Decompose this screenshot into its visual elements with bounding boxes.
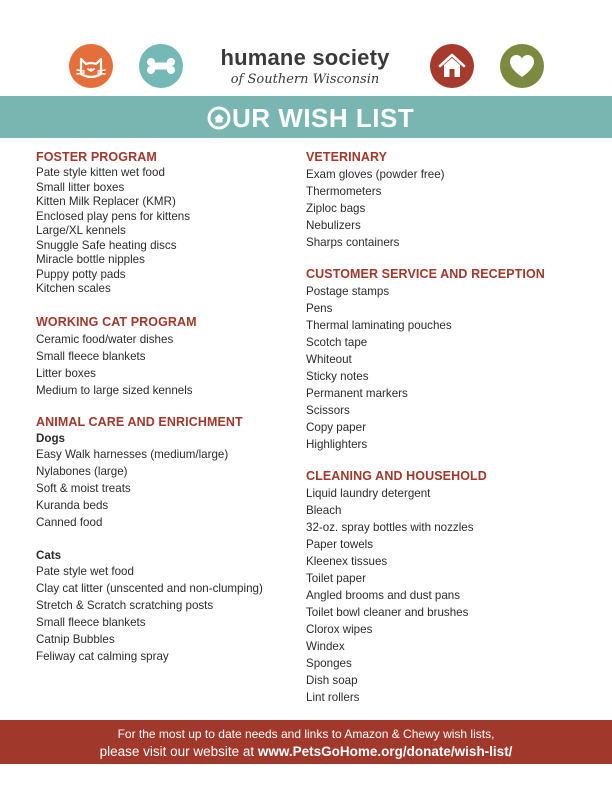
list-item: Lint rollers [306,691,360,704]
left-column [36,148,306,665]
list-item: Thermal laminating pouches [306,319,452,332]
house-o-icon [207,106,231,130]
working-cat-program-heading: WORKING CAT PROGRAM [36,314,197,329]
list-item: Miracle bottle nipples [36,253,145,266]
list-item: Thermometers [306,185,382,198]
list-item: Nebulizers [306,219,361,232]
foster-program-heading: FOSTER PROGRAM [36,150,157,164]
list-item: Sticky notes [306,370,369,383]
right-column [306,148,586,706]
website-link[interactable]: www.PetsGoHome.org/donate/wish-list/ [257,744,513,759]
list-item: Angled brooms and dust pans [306,589,461,602]
list-item: Windex [306,640,345,653]
customer-service-heading: CUSTOMER SERVICE AND RECEPTION [306,267,545,281]
list-item: Scissors [306,404,350,417]
house-icon [430,44,474,88]
cat-icon [69,44,113,88]
list-item: Easy Walk harnesses (medium/large) [36,447,229,461]
list-item: Pens [306,302,333,315]
list-item: 32-oz. spray bottles with nozzles [306,521,474,534]
dogs-list [36,446,306,531]
veterinary-heading: VETERINARY [306,150,388,164]
list-item: Feliway cat calming spray [36,649,169,663]
title-banner [0,96,612,138]
list-item: Kleenex tissues [306,555,388,568]
list-item: Liquid laundry detergent [306,487,431,500]
list-item: Clay cat litter (unscented and non-clumping) [36,581,263,595]
customer-service-list [306,283,586,453]
dogs-subheading: Dogs [36,431,65,445]
list-item: Bleach [306,504,342,517]
list-item: Kitchen scales [36,282,111,295]
veterinary-list [306,166,586,251]
heart-icon [500,44,544,88]
working-cat-program-list [36,331,306,399]
list-item: Snuggle Safe heating discs [36,238,177,252]
cleaning-household-list [306,485,586,706]
list-item: Clorox wipes [306,623,373,636]
bone-icon [139,44,183,88]
list-item: Toilet bowl cleaner and brushes [306,606,469,619]
cats-subheading: Cats [36,548,62,562]
cats-list [36,563,306,665]
footer-website-line [0,743,612,761]
list-item: Sharps containers [306,236,400,249]
list-item: Nylabones (large) [36,464,128,478]
list-item: Kitten Milk Replacer (KMR) [36,195,176,208]
list-item: Medium to large sized kennels [36,383,193,397]
list-item: Pate style kitten wet food [36,166,165,179]
list-item: Ziploc bags [306,202,366,215]
list-item: Pate style wet food [36,564,134,578]
header [0,0,612,96]
list-item: Exam gloves (powder free) [306,168,445,181]
list-item: Copy paper [306,421,366,434]
organization-logo [200,46,410,88]
animal-care-heading: ANIMAL CARE AND ENRICHMENT [36,414,243,429]
list-item: Small litter boxes [36,180,125,194]
list-item: Catnip Bubbles [36,632,115,646]
list-item: Sponges [306,657,352,670]
list-item: Dish soap [306,674,358,687]
list-item: Scotch tape [306,336,368,349]
list-item: Small fleece blankets [36,615,146,629]
list-item: Ceramic food/water dishes [36,332,174,346]
footer-website-prefix: please visit our website at [99,744,258,759]
list-item: Small fleece blankets [36,349,146,363]
list-item: Stretch & Scratch scratching posts [36,598,214,612]
list-item: Paper towels [306,538,374,551]
list-item: Kuranda beds [36,498,109,512]
list-item: Large/XL kennels [36,224,126,237]
list-item: Enclosed play pens for kittens [36,209,191,223]
list-item: Permanent markers [306,387,408,400]
list-item: Puppy potty pads [36,267,126,281]
cleaning-household-heading: CLEANING AND HOUSEHOLD [306,469,487,483]
page-title-text: UR WISH LIST [232,103,415,133]
list-item: Postage stamps [306,285,390,298]
list-item: Whiteout [306,353,352,366]
logo-title: humane society [220,45,390,70]
list-item: Toilet paper [306,572,366,585]
list-item: Litter boxes [36,366,96,380]
logo-subtitle: of Southern Wisconsin [230,72,380,87]
list-item: Soft & moist treats [36,481,131,495]
page-title [207,104,414,132]
list-item: Canned food [36,515,103,529]
footer-note: For the most up to date needs and links to Amazon & Chewy wish lists, [117,727,495,741]
list-item: Highlighters [306,438,368,451]
foster-program-list [36,166,306,297]
footer-banner [0,720,612,764]
